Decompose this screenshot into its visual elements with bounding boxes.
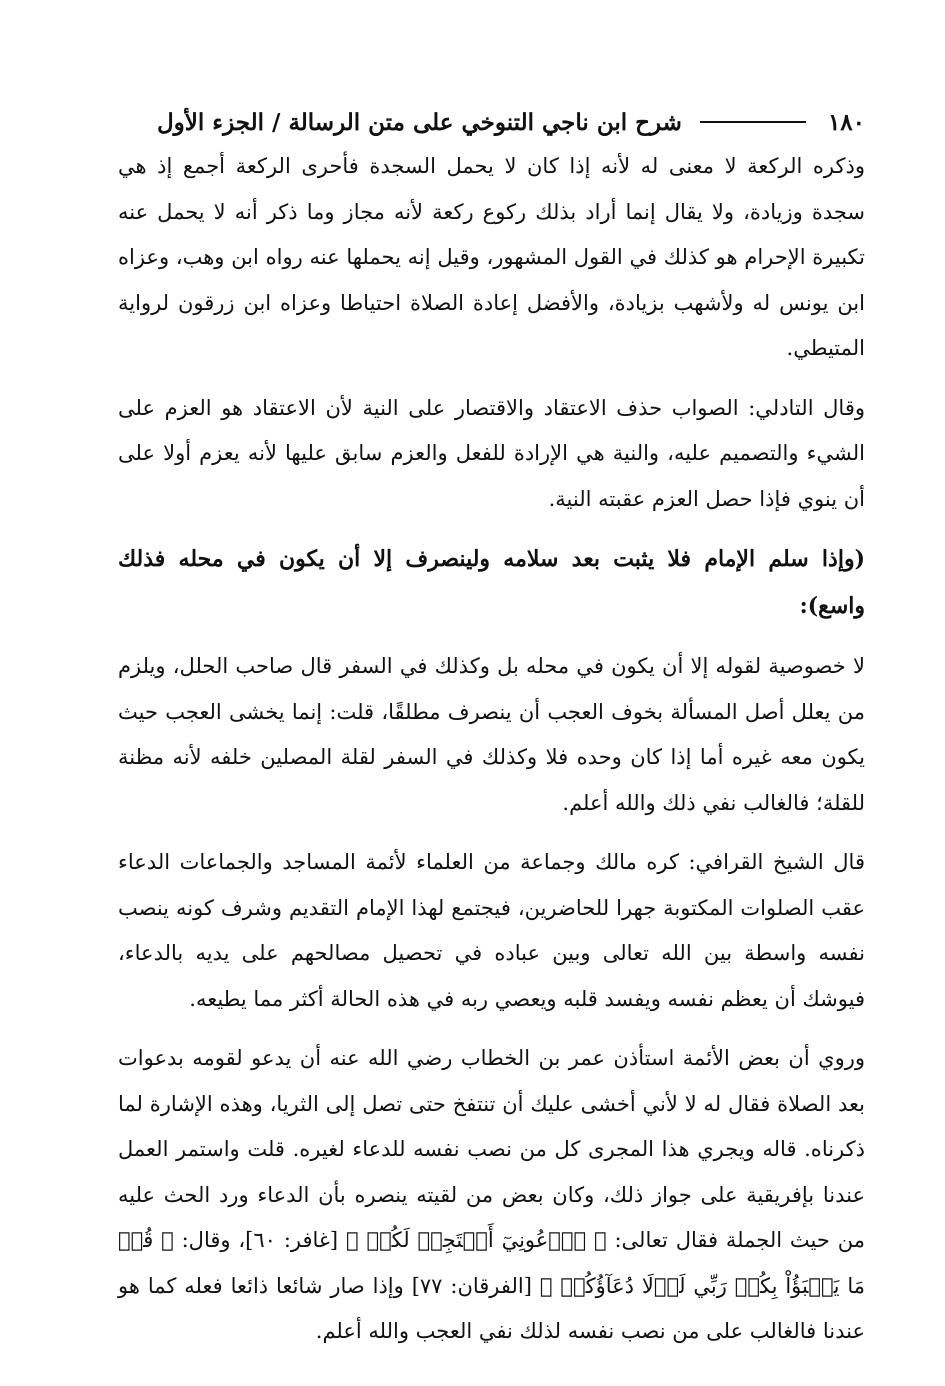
running-title: شرح ابن ناجي التنوخي على متن الرسالة / الجزء الأول [156,108,682,136]
paragraph-4: قال الشيخ القرافي: كره مالك وجماعة من العلماء لأئمة المساجد والجماعات الدعاء عقب الصلوات المكتوبة جهرا للحاضرين، فيجتمع لهذا الإمام التقديم وشرف كونه ينصب نفسه واسطة بين الله تعالى وبين عباده في تحصيل مصالحهم على يديه بالدعاء، فيوشك أن يعظم نفسه ويفسد قلبه ويعصي ربه في هذه الحالة أكثر مما يطيعه. [118,850,865,1011]
paragraph-2: وقال التادلي: الصواب حذف الاعتقاد والاقتصار على النية لأن الاعتقاد هو العزم على الشيء والتصميم عليه، والنية هي الإرادة للفعل والعزم سابق عليها لأنه يعزم أولا على أن ينوي فإذا حصل العزم عقبته النية. [118,395,865,511]
paragraph-1: وذكره الركعة لا معنى له لأنه إذا كان لا يحمل السجدة فأحرى الركعة أجمع إذ هي سجدة وزيادة، ولا يقال إنما أراد بذلك ركوع ركعة لأنه مجاز وما ذكر أنه لا يحمل عنه تكبيرة الإحرام هو كذلك في القول المشهور، وقيل إنه يحملها عنه رواه ابن وهب، وعزاه ابن يونس له ولأشهب بزيادة، والأفضل إعادة الصلاة احتياطا وعزاه ابن زرقون لرواية المتيطي. [118,154,865,360]
header-rule [700,121,806,123]
paragraph-5: وروي أن بعض الأئمة استأذن عمر بن الخطاب رضي الله عنه أن يدعو لقومه بدعوات بعد الصلاة فقال له لا لأني أخشى عليك أن تنتفخ حتى تصل إلى الثريا، وهذه الإشارة لما ذكرناه. قاله ويجري هذا المجرى كل من نصب نفسه للدعاء لغيره. قلت واستمر العمل عندنا بإفريقية على جواز ذلك، وكان بعض من لقيته ينصره بأن الدعاء ورد الحث عليه من حيث الجملة فقال تعالى: ﴿ ٱدۡعُونِيٓ أَسۡتَجِبۡ لَكُمۡ ﴾ [غافر: ٦٠]، وقال: ﴿ قُلۡ مَا يَعۡبَؤُاْ بِكُمۡ رَبِّي لَوۡلَا دُعَآؤُكُمۡ ﴾ [الفرقان: ٧٧] وإذا صار شائعا ذائعا فعله كما هو عندنا فالغالب على من نصب نفسه لذلك نفي العجب والله أعلم. [118,1046,865,1343]
page-header [118,100,865,144]
page-number: ١٨٠ [827,108,865,136]
paragraph-3: لا خصوصية لقوله إلا أن يكون في محله بل وكذلك في السفر قال صاحب الحلل، ويلزم من يعلل أصل المسألة بخوف العجب أن ينصرف مطلقًا، قلت: إنما يخشى العجب حيث يكون معه غيره أما إذا كان وحده فلا وكذلك في السفر لقلة المصلين خلفه لأنه مظنة للقلة؛ فالغالب نفي ذلك والله أعلم. [118,654,865,815]
matn-quote: (وإذا سلم الإمام فلا يثبت بعد سلامه ولينصرف إلا أن يكون في محله فذلك واسع): [118,546,865,619]
